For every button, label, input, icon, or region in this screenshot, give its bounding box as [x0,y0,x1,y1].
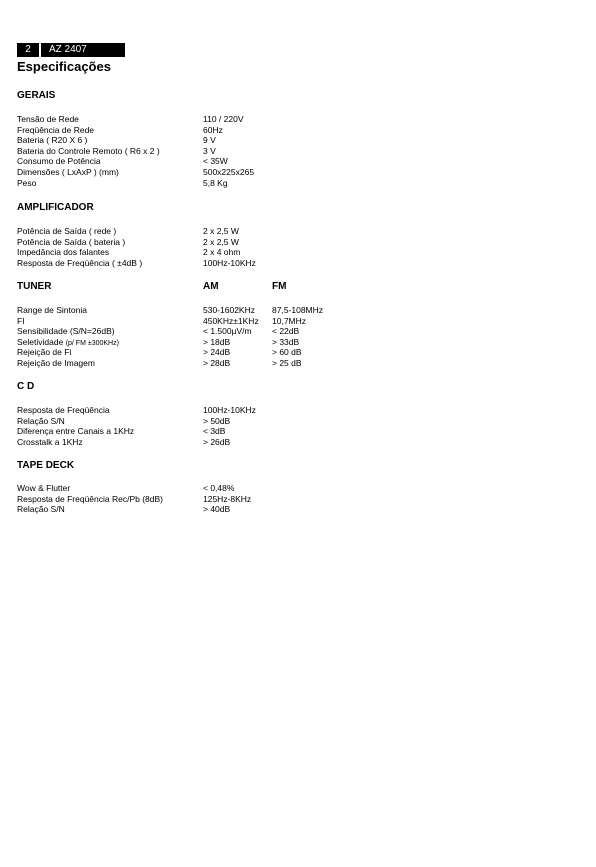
spec-value-am: 530-1602KHz [203,305,255,315]
spec-value: 100Hz-10KHz [203,257,256,268]
section-gerais-heading: GERAIS [17,90,56,101]
spec-label: Potência de Saída ( bateria ) [17,236,126,247]
spec-label: Diferença entre Canais a 1KHz [17,426,135,437]
spec-label: Rejeição de Imagem [17,357,95,368]
tuner-am-column-header: AM [203,281,219,292]
spec-value: > 26dB [203,436,231,447]
spec-label: Crosstalk a 1KHz [17,436,83,447]
spec-label: Resposta de Freqüência Rec/Pb (8dB) [17,493,163,504]
spec-label: Rejeição de Fi [17,347,72,358]
spec-label: Range de Sintonia [17,305,87,315]
spec-label: Sensibilidade (S/N=26dB) [17,326,115,337]
spec-label: Resposta de Freqüência ( ±4dB ) [17,257,143,268]
spec-value-am: < 1.500µV/m [203,326,252,337]
spec-value: 5,8 Kg [203,177,228,188]
spec-label: Dimensões ( LxAxP ) (mm) [17,166,119,177]
spec-value: 9 V [203,135,216,146]
spec-value-fm: > 25 dB [272,357,302,368]
spec-value: 2 x 2,5 W [203,236,239,247]
spec-label-note: (p/ FM ±300KHz) [65,339,119,347]
section-tape-deck-heading: TAPE DECK [17,460,75,471]
spec-label: FI [17,315,25,326]
spec-label: Bateria ( R20 X 6 ) [17,135,88,146]
spec-value-fm: > 60 dB [272,347,302,358]
page-header [17,43,125,57]
spec-value: 3 V [203,145,216,156]
spec-value: 100Hz-10KHz [203,405,256,415]
page-number: 2 [17,43,39,57]
spec-label: Peso [17,177,37,188]
spec-value: < 0,48% [203,483,235,493]
spec-label: Wow & Flutter [17,483,71,493]
spec-value: < 3dB [203,426,226,437]
spec-label: Impedância dos falantes [17,247,110,258]
model-label: AZ 2407 [41,43,125,57]
spec-value: 2 x 4 ohm [203,247,241,258]
spec-value-am: 450KHz±1KHz [203,315,259,326]
spec-label: Relação S/N [17,415,65,426]
spec-label: Bateria do Controle Remoto ( R6 x 2 ) [17,145,160,156]
spec-label: Relação S/N [17,504,65,515]
tuner-fm-column-header: FM [272,281,287,292]
spec-value-am: > 24dB [203,347,231,358]
spec-value-am: > 28dB [203,357,231,368]
spec-value: > 50dB [203,415,231,426]
spec-value: 60Hz [203,124,223,135]
spec-label: Tensão de Rede [17,114,79,124]
page-title: Especificações [17,59,111,74]
section-tuner-heading [17,281,287,292]
spec-value-fm: > 33dB [272,336,300,347]
spec-value-fm: 10,7MHz [272,315,307,326]
section-cd-heading: C D [17,381,35,392]
section-amplificador-heading: AMPLIFICADOR [17,202,94,213]
spec-value-am: > 18dB [203,336,231,347]
spec-label-main: Seletividade [17,336,64,347]
spec-value: 500x225x265 [203,166,255,177]
spec-value: < 35W [203,156,228,167]
spec-value-fm: < 22dB [272,326,300,337]
spec-value: > 40dB [203,504,231,515]
spec-label: Freqüência de Rede [17,124,95,135]
spec-value-fm: 87,5-108MHz [272,305,324,315]
spec-value: 125Hz-8KHz [203,493,252,504]
spec-label: Resposta de Freqüência [17,405,110,415]
spec-value: 2 x 2,5 W [203,226,239,236]
tuner-heading-label: TUNER [17,281,52,292]
spec-label: Consumo de Potência [17,156,101,167]
spec-value: 110 / 220V [203,114,244,124]
spec-label: Potência de Saída ( rede ) [17,226,117,236]
